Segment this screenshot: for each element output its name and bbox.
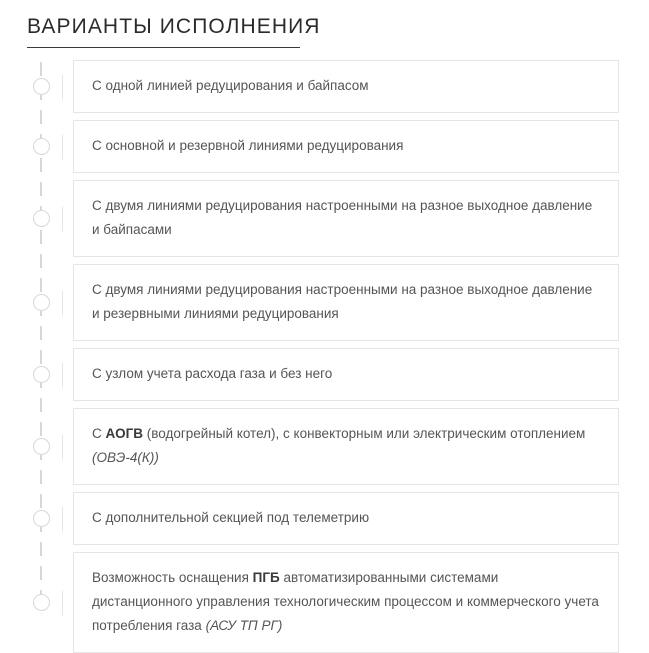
variant-card-text: С узлом учета расхода газа и без него [92,366,333,381]
variant-card-text: С одной линией редуцирования и байпасом [92,78,369,93]
card-chevron-notch-fill-icon [63,291,73,315]
timeline-marker [27,594,55,612]
timeline-row [27,180,619,257]
variant-card [73,264,619,341]
variant-card [73,348,619,401]
card-chevron-notch-fill-icon [63,507,73,531]
variant-card [73,120,619,173]
variant-card [73,492,619,545]
variant-card [73,552,619,653]
variant-card-text: С основной и резервной линиями редуцирования [92,138,404,153]
circle-marker-icon [33,594,50,611]
timeline-row [27,264,619,341]
variant-card [73,180,619,257]
timeline-row [27,120,619,173]
circle-marker-icon [33,210,50,227]
circle-marker-icon [33,78,50,95]
timeline-marker [27,78,55,96]
timeline-marker [27,510,55,528]
page-title: ВАРИАНТЫ ИСПОЛНЕНИЯ [27,15,321,38]
variant-card [73,408,619,485]
card-chevron-notch-fill-icon [63,135,73,159]
circle-marker-icon [33,366,50,383]
page-title-block [27,14,447,48]
variant-card-text: С двумя линиями редуцирования настроенными на разное выходное давление и резервными линиями редуцирования [92,282,593,321]
timeline-row [27,408,619,485]
card-chevron-notch-fill-icon [63,591,73,615]
card-chevron-notch-fill-icon [63,363,73,387]
timeline-row [27,60,619,113]
timeline-marker [27,138,55,156]
variant-card-text: Возможность оснащения ПГБ автоматизированными системами дистанционного управления технологическим процессом и коммерческого учета потребления газа (АСУ ТП РГ) [92,570,599,633]
timeline-row [27,348,619,401]
timeline-marker [27,366,55,384]
variant-card-text: С дополнительной секцией под телеметрию [92,510,370,525]
card-chevron-notch-fill-icon [63,207,73,231]
circle-marker-icon [33,510,50,527]
card-chevron-notch-fill-icon [63,435,73,459]
variant-card-text: С двумя линиями редуцирования настроенными на разное выходное давление и байпасами [92,198,593,237]
variants-timeline [27,60,619,633]
timeline-marker [27,438,55,456]
timeline-marker [27,294,55,312]
title-underline-divider [27,47,300,48]
circle-marker-icon [33,138,50,155]
card-chevron-notch-fill-icon [63,75,73,99]
variant-card-text: С АОГВ (водогрейный котел), с конвекторным или электрическим отоплением (ОВЭ-4(К)) [92,426,586,465]
variant-card [73,60,619,113]
circle-marker-icon [33,438,50,455]
timeline-row [27,552,619,653]
circle-marker-icon [33,294,50,311]
timeline-rows [27,60,619,653]
timeline-marker [27,210,55,228]
timeline-row [27,492,619,545]
